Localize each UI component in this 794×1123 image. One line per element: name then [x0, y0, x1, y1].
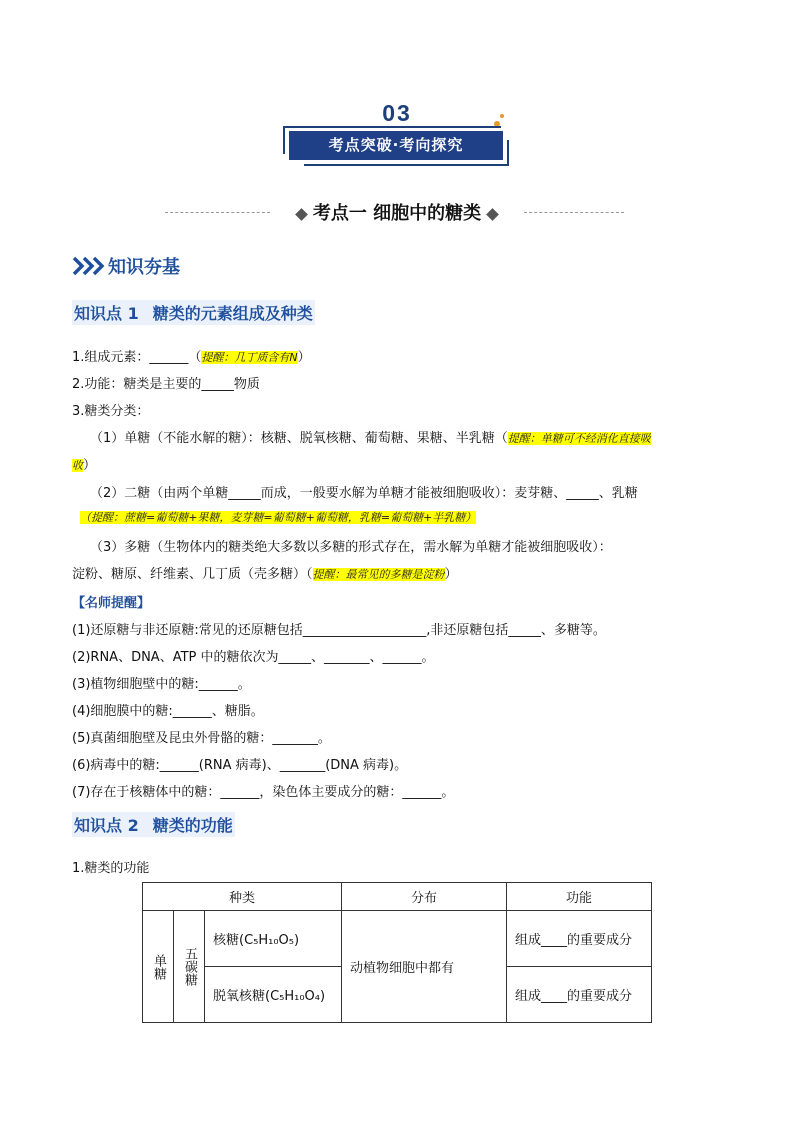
hint-highlight: 提醒：单糖可不经消化直接吸: [507, 432, 651, 445]
category-monosaccharide: 单糖: [143, 911, 174, 1023]
hint-highlight: （提醒：蔗糖=葡萄糖+果糖，麦芽糖=葡萄糖+葡萄糖，乳糖=葡萄糖+半乳糖）: [80, 511, 477, 524]
knowledge-header: 知识夯基: [108, 257, 180, 278]
knowledge-point-1-heading: 知识点 1 糖类的元素组成及种类: [72, 300, 315, 325]
disaccharide-line: （2）二糖（由两个单糖_____而成，一般要水解为单糖才能被细胞吸收）：麦芽糖、_____、乳糖: [90, 486, 638, 501]
diamond-icon: [295, 208, 308, 221]
knowledge-point-2-heading: 知识点 2 糖类的功能: [72, 812, 235, 837]
table-header-row: [143, 883, 652, 911]
title-divider-left: [165, 212, 270, 213]
section-badge: 考点突破·考向探究: [289, 131, 503, 160]
triple-chevron-icon: [72, 256, 106, 276]
table-row: [143, 911, 652, 967]
monosaccharide-line: （1）单糖（不能水解的糖）：核糖、脱氧核糖、葡萄糖、果糖、半乳糖（提醒：单糖可不经消化直接吸: [90, 431, 651, 446]
diamond-icon: [486, 208, 499, 221]
deoxyribose-cell: 脱氧核糖(C₅H₁₀O₄): [205, 967, 342, 1023]
tip-2: (2)RNA、DNA、ATP 中的糖依次为_____、_______、______。: [72, 650, 435, 665]
tip-5: (5)真菌细胞壁及昆虫外骨骼的糖：_______。: [72, 731, 331, 746]
sparkle-dot-icon: [500, 114, 504, 118]
section-number: 03: [382, 100, 412, 126]
classification-line: 3.糖类分类：: [72, 404, 150, 419]
tip-6: (6)病毒中的糖:______(RNA 病毒)、_______(DNA 病毒)。: [72, 758, 408, 773]
monosaccharide-line-cont: 收）: [72, 458, 97, 473]
header-distribution: 分布: [342, 883, 507, 911]
hint-highlight: 提醒：几丁质含有N: [201, 351, 298, 364]
ribose-function-cell: 组成____的重要成分: [507, 911, 652, 967]
table-caption: 1.糖类的功能: [72, 861, 150, 876]
deoxyribose-function-cell: 组成____的重要成分: [507, 967, 652, 1023]
disaccharide-hint: [80, 509, 476, 525]
category-pentose: 五碳糖: [174, 911, 205, 1023]
tip-7: (7)存在于核糖体中的糖：______，染色体主要成分的糖：______。: [72, 785, 455, 800]
hint-highlight: 收: [72, 459, 83, 472]
element-composition-line: 1.组成元素：______（提醒：几丁质含有N）: [72, 350, 311, 365]
tip-1: (1)还原糖与非还原糖:常见的还原糖包括___________________,非还原糖包括_____、多糖等。: [72, 623, 606, 638]
tip-3: (3)植物细胞壁中的糖:______。: [72, 677, 251, 692]
hint-highlight: 提醒：最常见的多糖是淀粉: [312, 568, 445, 581]
title-divider-right: [524, 212, 624, 213]
section-title: 考点一 细胞中的糖类: [265, 199, 529, 225]
polysaccharide-line: （3）多糖（生物体内的糖类绝大多数以多糖的形式存在，需水解为单糖才能被细胞吸收）：: [90, 540, 612, 555]
distribution-cell: 动植物细胞中都有: [342, 911, 507, 1023]
polysaccharide-line-cont: 淀粉、糖原、纤维素、几丁质（壳多糖）（提醒：最常见的多糖是淀粉）: [72, 567, 458, 582]
tip-4: (4)细胞膜中的糖:______、糖脂。: [72, 704, 264, 719]
header-function: 功能: [507, 883, 652, 911]
ribose-cell: 核糖(C₅H₁₀O₅): [205, 911, 342, 967]
sugar-function-table: [142, 882, 652, 1023]
header-type: 种类: [143, 883, 342, 911]
teacher-tips-label: 【名师提醒】: [72, 596, 151, 611]
function-line: 2.功能：糖类是主要的_____物质: [72, 377, 260, 392]
